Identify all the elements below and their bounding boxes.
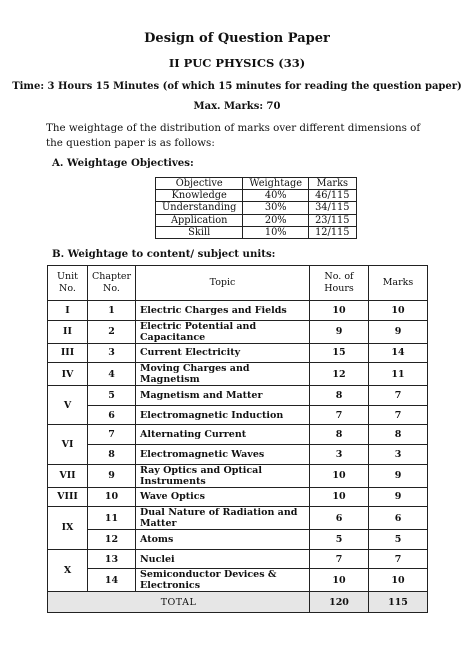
intro-paragraph: The weightage of the distribution of marks over different dimensions of the question paper is as follows: [46,122,421,149]
hours-value: 6 [310,507,369,530]
chapter-number: 12 [88,530,136,550]
chapter-number: 4 [88,363,136,386]
column-header-marks: Marks [309,178,356,190]
total-row [48,592,428,613]
hours-value: 5 [310,530,369,550]
marks-value: 3 [369,444,428,464]
table-row [48,569,428,592]
objective-marks: 46/115 [309,190,356,202]
chapter-number: 14 [88,569,136,592]
topic-name: Electric Potential and Capacitance [136,320,310,343]
table-row [48,343,428,363]
table-row [48,487,428,507]
topic-name: Nuclei [136,549,310,569]
hours-value: 10 [310,464,369,487]
table-row [48,301,428,321]
chapter-number: 3 [88,343,136,363]
hours-value: 8 [310,425,369,445]
chapter-number: 11 [88,507,136,530]
table-row [48,425,428,445]
topic-name: Moving Charges and Magnetism [136,363,310,386]
table-row [48,386,428,406]
objective-name: Skill [156,226,243,238]
objective-weightage: 40% [243,190,309,202]
marks-value: 7 [369,386,428,406]
document-title: Design of Question Paper [144,31,330,46]
marks-value: 11 [369,363,428,386]
unit-number: II [48,320,88,343]
marks-value: 9 [369,464,428,487]
hours-value: 9 [310,320,369,343]
column-header-unit: Unit No. [48,266,88,301]
topic-name: Semiconductor Devices & Electronics [136,569,310,592]
total-hours: 120 [310,592,369,613]
chapter-number: 7 [88,425,136,445]
chapter-number: 8 [88,444,136,464]
objective-row [156,202,357,214]
marks-value: 9 [369,487,428,507]
objectives-table [155,177,357,239]
hours-value: 10 [310,301,369,321]
topic-name: Alternating Current [136,425,310,445]
subject-title: II PUC PHYSICS (33) [168,56,306,70]
marks-value: 7 [369,405,428,425]
chapter-number: 2 [88,320,136,343]
table-row [48,507,428,530]
topic-name: Wave Optics [136,487,310,507]
table-row [48,320,428,343]
objective-marks: 12/115 [309,226,356,238]
hours-value: 12 [310,363,369,386]
hours-value: 8 [310,386,369,406]
topic-name: Electric Charges and Fields [136,301,310,321]
objective-name: Knowledge [156,190,243,202]
column-header-hours: No. of Hours [310,266,369,301]
topic-name: Ray Optics and Optical Instruments [136,464,310,487]
hours-value: 15 [310,343,369,363]
marks-value: 14 [369,343,428,363]
max-marks: Max. Marks: 70 [193,101,281,112]
objective-marks: 34/115 [309,202,356,214]
total-label: TOTAL [48,592,310,613]
unit-number: VI [48,425,88,464]
chapter-number: 10 [88,487,136,507]
objective-name: Application [156,214,243,226]
chapter-number: 9 [88,464,136,487]
objective-row [156,190,357,202]
objective-name: Understanding [156,202,243,214]
units-table [47,265,428,613]
marks-value: 10 [369,301,428,321]
marks-value: 8 [369,425,428,445]
hours-value: 10 [310,569,369,592]
unit-number: VII [48,464,88,487]
objective-weightage: 30% [243,202,309,214]
objective-row [156,214,357,226]
unit-number: IX [48,507,88,550]
unit-number: VIII [48,487,88,507]
topic-name: Electromagnetic Waves [136,444,310,464]
table-row [48,363,428,386]
exam-time: Time: 3 Hours 15 Minutes (of which 15 minutes for reading the question paper) [12,81,462,92]
topic-name: Magnetism and Matter [136,386,310,406]
objective-marks: 23/115 [309,214,356,226]
column-header-chapter: Chapter No. [88,266,136,301]
objective-weightage: 10% [243,226,309,238]
column-header-objective: Objective [156,178,243,190]
marks-value: 9 [369,320,428,343]
column-header-marks: Marks [369,266,428,301]
marks-value: 6 [369,507,428,530]
section-b-heading: B. Weightage to content/ subject units: [52,248,276,260]
chapter-number: 1 [88,301,136,321]
unit-number: V [48,386,88,425]
topic-name: Atoms [136,530,310,550]
unit-number: X [48,549,88,592]
objectives-header-row [156,178,357,190]
table-row [48,549,428,569]
column-header-weightage: Weightage [243,178,309,190]
hours-value: 7 [310,549,369,569]
marks-value: 7 [369,549,428,569]
marks-value: 10 [369,569,428,592]
objective-row [156,226,357,238]
table-row [48,405,428,425]
topic-name: Electromagnetic Induction [136,405,310,425]
chapter-number: 13 [88,549,136,569]
hours-value: 7 [310,405,369,425]
objective-weightage: 20% [243,214,309,226]
table-row [48,444,428,464]
total-marks: 115 [369,592,428,613]
marks-value: 5 [369,530,428,550]
chapter-number: 5 [88,386,136,406]
chapter-number: 6 [88,405,136,425]
unit-number: III [48,343,88,363]
topic-name: Current Electricity [136,343,310,363]
units-header-row [48,266,428,301]
table-row [48,530,428,550]
topic-name: Dual Nature of Radiation and Matter [136,507,310,530]
unit-number: IV [48,363,88,386]
hours-value: 10 [310,487,369,507]
unit-number: I [48,301,88,321]
column-header-topic: Topic [136,266,310,301]
hours-value: 3 [310,444,369,464]
section-a-heading: A. Weightage Objectives: [52,157,194,169]
units-table-body [48,301,428,613]
table-row [48,464,428,487]
